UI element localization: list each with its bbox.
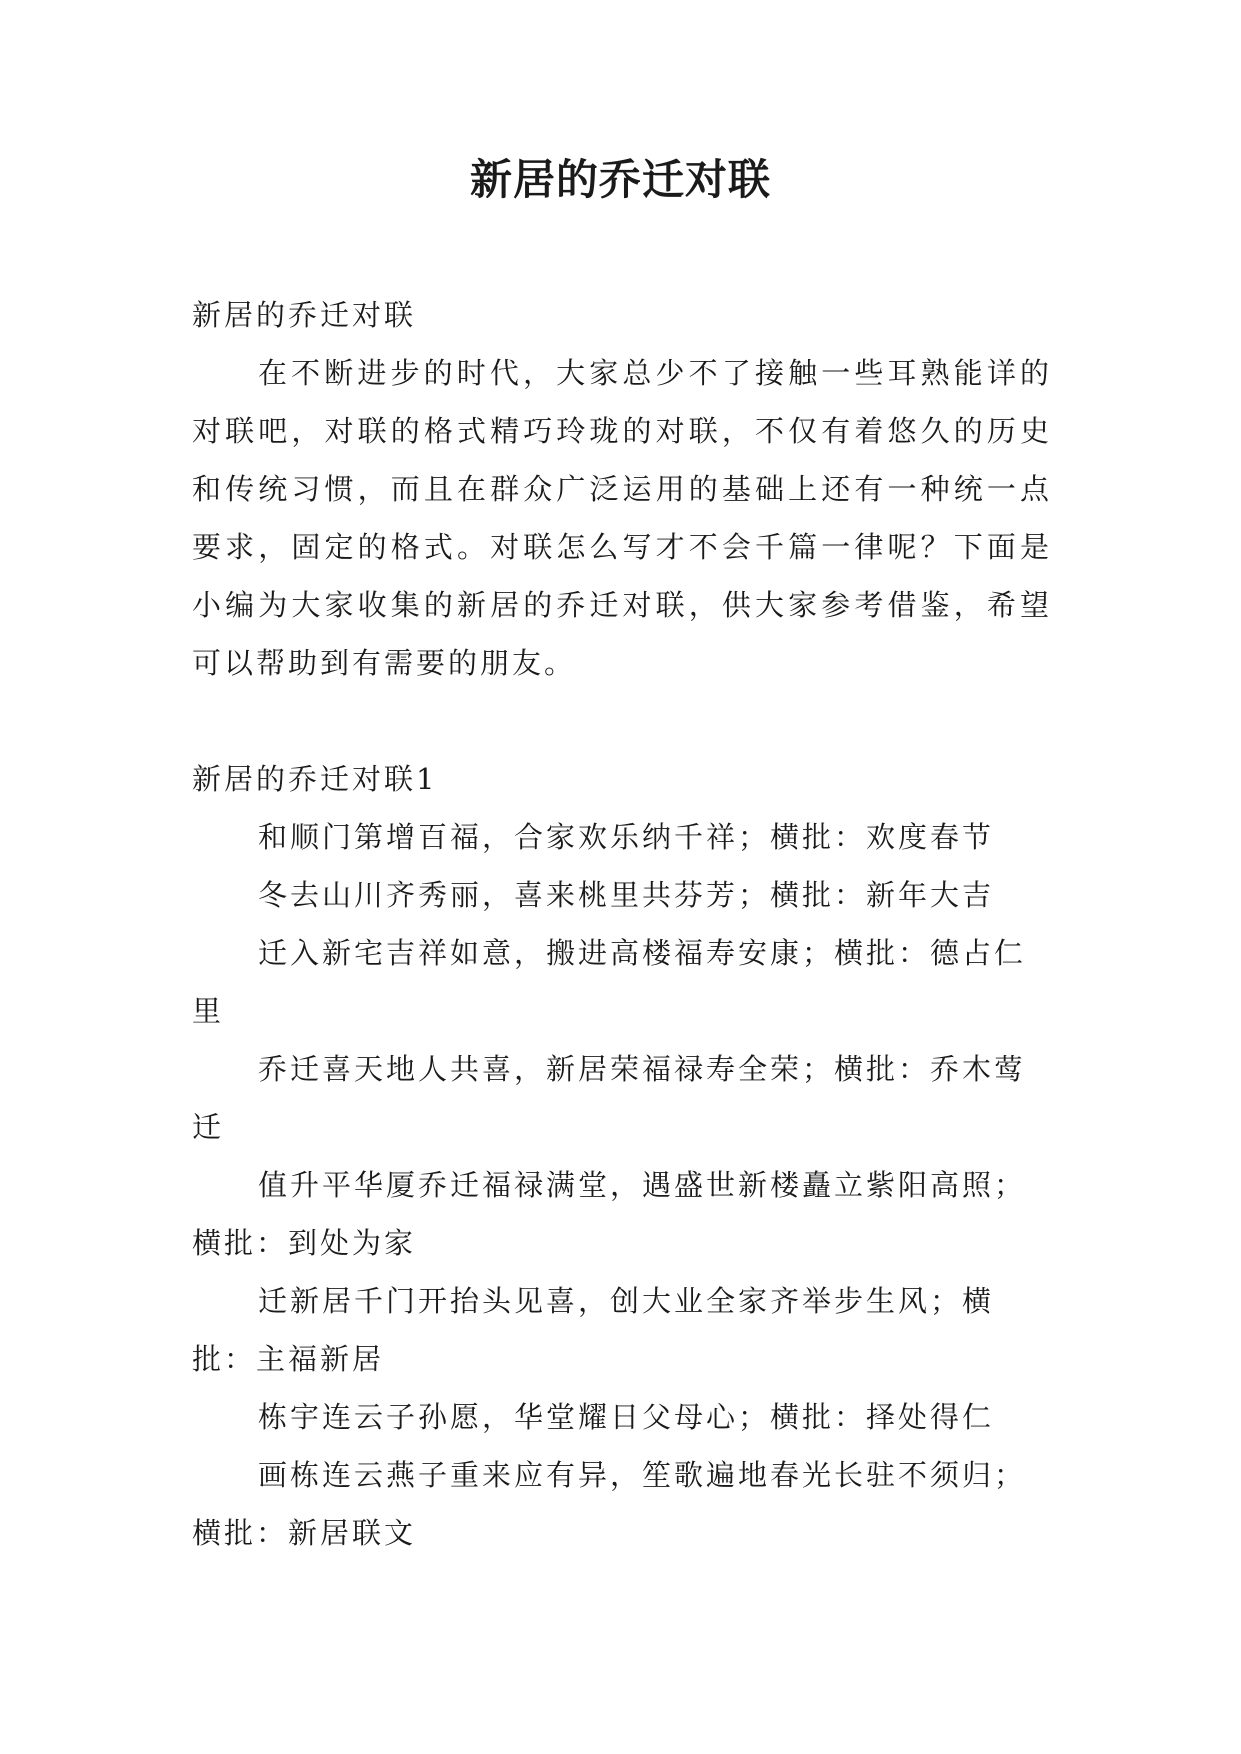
intro-heading: 新居的乔迁对联 xyxy=(192,298,417,332)
couplet-item: 迁入新宅吉祥如意，搬进高楼福寿安康；横批：德占仁里 xyxy=(192,936,1027,1028)
couplet-item: 冬去山川齐秀丽，喜来桃里共芬芳；横批：新年大吉 xyxy=(258,878,995,912)
couplet-item: 画栋连云燕子重来应有异，笙歌遍地春光长驻不须归；横批：新居联文 xyxy=(192,1458,1027,1550)
couplet-list xyxy=(192,808,1052,1562)
couplet-item: 栋宇连云子孙愿，华堂耀日父母心；横批：择处得仁 xyxy=(258,1400,995,1434)
couplet-item: 和顺门第增百福，合家欢乐纳千祥；横批：欢度春节 xyxy=(258,820,995,854)
document-title: 新居的乔迁对联 xyxy=(469,155,771,204)
document-body xyxy=(192,286,1052,1562)
intro-paragraph: 在不断进步的时代，大家总少不了接触一些耳熟能详的对联吧，对联的格式精巧玲珑的对联，不仅有着悠久的历史和传统习惯，而且在群众广泛运用的基础上还有一种统一点要求，固定的格式。对联怎么写才不会千篇一律呢？下面是小编为大家收集的新居的乔迁对联，供大家参考借鉴，希望可以帮助到有需要的朋友。 xyxy=(192,356,1052,680)
section-heading: 新居的乔迁对联1 xyxy=(192,762,438,796)
couplet-item: 乔迁喜天地人共喜，新居荣福禄寿全荣；横批：乔木莺迁 xyxy=(192,1052,1027,1144)
couplet-item: 值升平华厦乔迁福禄满堂，遇盛世新楼矗立紫阳高照；横批：到处为家 xyxy=(192,1168,1027,1260)
paragraph-spacer xyxy=(192,692,1052,750)
couplet-item: 迁新居千门开抬头见喜，创大业全家齐举步生风；横批：主福新居 xyxy=(192,1284,995,1376)
